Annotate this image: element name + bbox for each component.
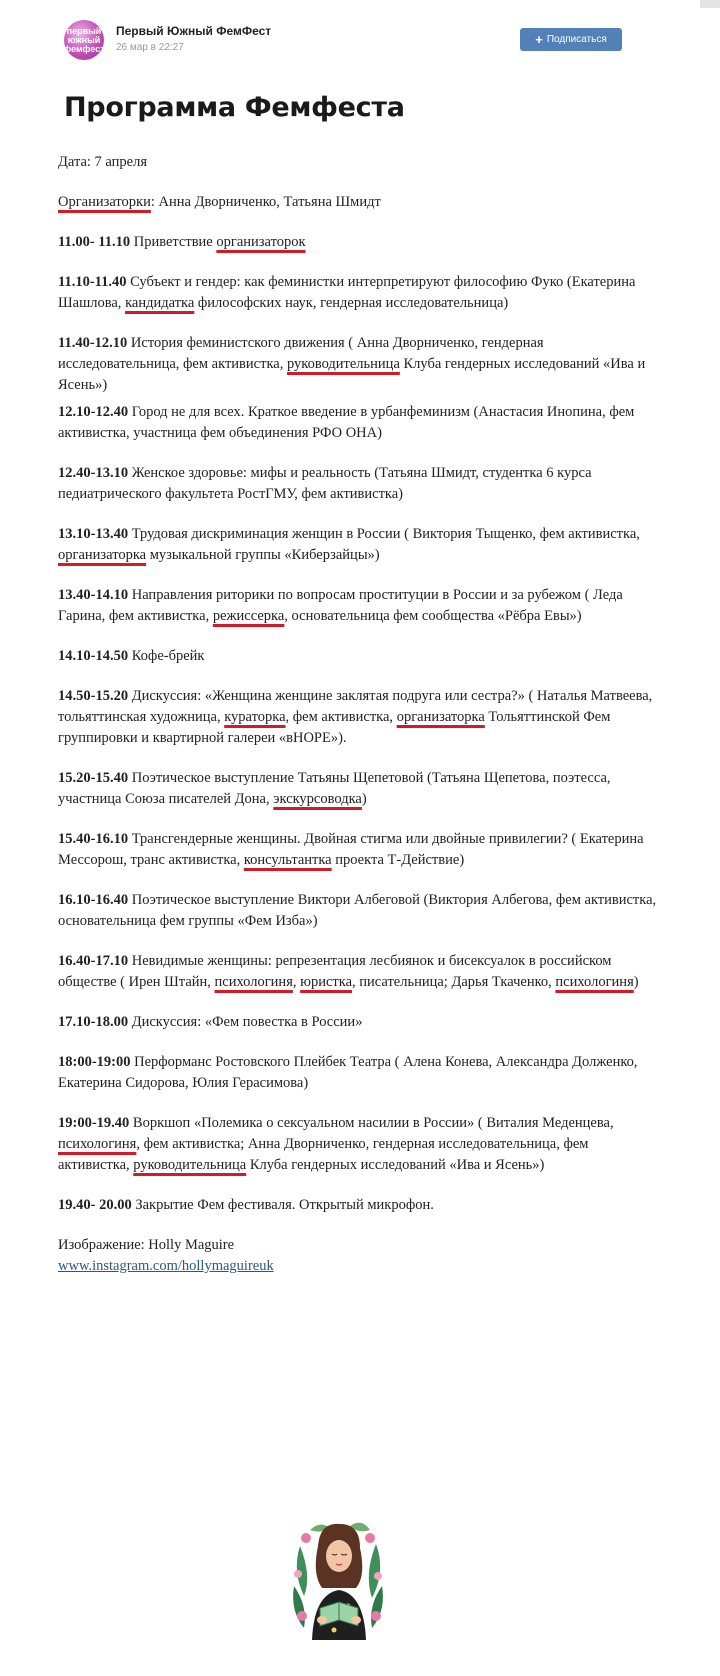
program-item: 15.40-16.10 Трансгендерные женщины. Двойная стигма или двойные привилегии? ( Екатерина Мессорош, транс активистка, консультантка проекта Т-Действие): [58, 831, 644, 868]
instagram-link[interactable]: www.instagram.com/hollymaguireuk: [58, 1258, 274, 1274]
underlined-word: руководительница: [133, 1157, 247, 1173]
program-item: 14.50-15.20 Дискуссия: «Женщина женщине заклятая подруга или сестра?» ( Наталья Матвеева, тольяттинская художница, кураторка, фем активистка, организаторка Тольяттинской Фем группировки и квартирной галереи «вНОРЕ»).: [58, 688, 653, 746]
program-time: 11.10-11.40: [58, 274, 127, 290]
post-date[interactable]: 26 мар в 22:27: [116, 42, 184, 53]
program-item: 12.40-13.10 Женское здоровье: мифы и реальность (Татьяна Шмидт, студентка 6 курса педиатрического факультета РостГМУ, фем активистка): [58, 465, 592, 502]
program-time: 12.10-12.40: [58, 404, 129, 420]
underlined-word: руководительница: [286, 356, 400, 372]
underlined-word: режиссерка: [212, 608, 285, 624]
program-item: 11.10-11.40 Субъект и гендер: как феминистки интерпретируют философию Фуко (Екатерина Шашлова, кандидатка философских наук, гендерная исследовательница): [58, 274, 636, 311]
avatar-text: первый южный фемфест: [63, 25, 105, 54]
program-time: 14.50-15.20: [58, 688, 129, 704]
underlined-word: кандидатка: [125, 295, 195, 311]
underlined-word: юристка: [300, 974, 353, 990]
program-time: 17.10-18.00: [58, 1014, 129, 1030]
program-time: 13.40-14.10: [58, 587, 129, 603]
program-item: 19:00-19.40 Воркшоп «Полемика о сексуальном насилии в России» ( Виталия Меденцева, психологиня, фем активистка; Анна Дворниченко, гендерная исследовательница, фем активистка, руководительница Клуба гендерных исследований «Ива и Ясень»): [58, 1115, 614, 1173]
underlined-word: организаторок: [216, 234, 306, 250]
program-item: 11.00- 11.10 Приветствие организаторок: [58, 234, 306, 250]
underlined-word: организаторка: [396, 709, 485, 725]
organizers-line: [58, 192, 660, 213]
program-time: 16.10-16.40: [58, 892, 129, 908]
program-item: 14.10-14.50 Кофе-брейк: [58, 648, 205, 664]
program-item: 12.10-12.40 Город не для всех. Краткое введение в урбанфеминизм (Анастасия Инопина, фем активистка, участница фем объединения РФО ОНА): [58, 404, 635, 441]
underlined-word: психологиня: [58, 1136, 137, 1152]
underlined-word: кураторка: [224, 709, 286, 725]
program-item: 16.40-17.10 Невидимые женщины: репрезентация лесбиянок и бисексуалок в российском обществе ( Ирен Штайн, психологиня, юристка, писательница; Дарья Ткаченко, психологиня): [58, 953, 639, 990]
underlined-word: консультантка: [243, 852, 332, 868]
underlined-word: организаторка: [58, 547, 147, 563]
underlined-word: Организаторки: [58, 194, 151, 210]
page-title: Программа Фемфеста: [64, 92, 405, 123]
program-time: 15.20-15.40: [58, 770, 129, 786]
program-time: 19:00-19.40: [58, 1115, 130, 1131]
organizers-names: : Анна Дворниченко, Татьяна Шмидт: [150, 194, 381, 210]
image-credit: Изображение: Holly Maguire: [58, 1237, 235, 1253]
program-item: 15.20-15.40 Поэтическое выступление Татьяны Щепетовой (Татьяна Щепетова, поэтесса, участница Союза писателей Дона, экскурсоводка): [58, 770, 611, 807]
woman-reading-illustration: [290, 1516, 386, 1644]
avatar[interactable]: [64, 20, 104, 60]
plus-icon: +: [535, 31, 543, 47]
program-item: 13.40-14.10 Направления риторики по вопросам проституции в России и за рубежом ( Леда Гарина, фем активистка, режиссерка, основательница фем сообщества «Рёбра Евы»): [58, 587, 623, 624]
program-time: 16.40-17.10: [58, 953, 129, 969]
program-time: 14.10-14.50: [58, 648, 129, 664]
top-strip: [700, 0, 720, 8]
program-content: [58, 150, 660, 1277]
subscribe-button[interactable]: [520, 28, 622, 51]
program-time: 12.40-13.10: [58, 465, 129, 481]
subscribe-label: Подписаться: [546, 34, 607, 45]
program-item: 19.40- 20.00 Закрытие Фем фестиваля. Открытый микрофон.: [58, 1197, 434, 1213]
program-item: 13.10-13.40 Трудовая дискриминация женщин в России ( Виктория Тыщенко, фем активистка, организаторка музыкальной группы «Киберзайцы»): [58, 526, 640, 563]
program-time: 13.10-13.40: [58, 526, 129, 542]
date-line: Дата: 7 апреля: [58, 154, 148, 170]
program-item: 16.10-16.40 Поэтическое выступление Виктори Албеговой (Виктория Албегова, фем активистка, основательница фем группы «Фем Изба»): [58, 892, 657, 929]
program-item: 11.40-12.10 История феминистского движения ( Анна Дворниченко, гендерная исследовательница, фем активистка, руководительница Клуба гендерных исследований «Ива и Ясень»): [58, 335, 646, 393]
program-item: 18:00-19:00 Перформанс Ростовского Плейбек Театра ( Алена Конева, Александра Долженко, Екатерина Сидорова, Юлия Герасимова): [58, 1054, 638, 1091]
underlined-word: экскурсоводка: [273, 791, 362, 807]
program-time: 18:00-19:00: [58, 1054, 131, 1070]
program-time: 19.40- 20.00: [58, 1197, 132, 1213]
group-name[interactable]: Первый Южный ФемФест: [116, 24, 272, 38]
program-time: 15.40-16.10: [58, 831, 129, 847]
program-time: 11.00- 11.10: [58, 234, 131, 250]
program-item: 17.10-18.00 Дискуссия: «Фем повестка в России»: [58, 1014, 363, 1030]
underlined-word: психологиня: [555, 974, 634, 990]
illustration-svg: [290, 1516, 386, 1644]
instagram-link-line: [58, 1256, 660, 1277]
post-header: [64, 20, 644, 60]
underlined-word: психологиня: [214, 974, 293, 990]
program-time: 11.40-12.10: [58, 335, 128, 351]
